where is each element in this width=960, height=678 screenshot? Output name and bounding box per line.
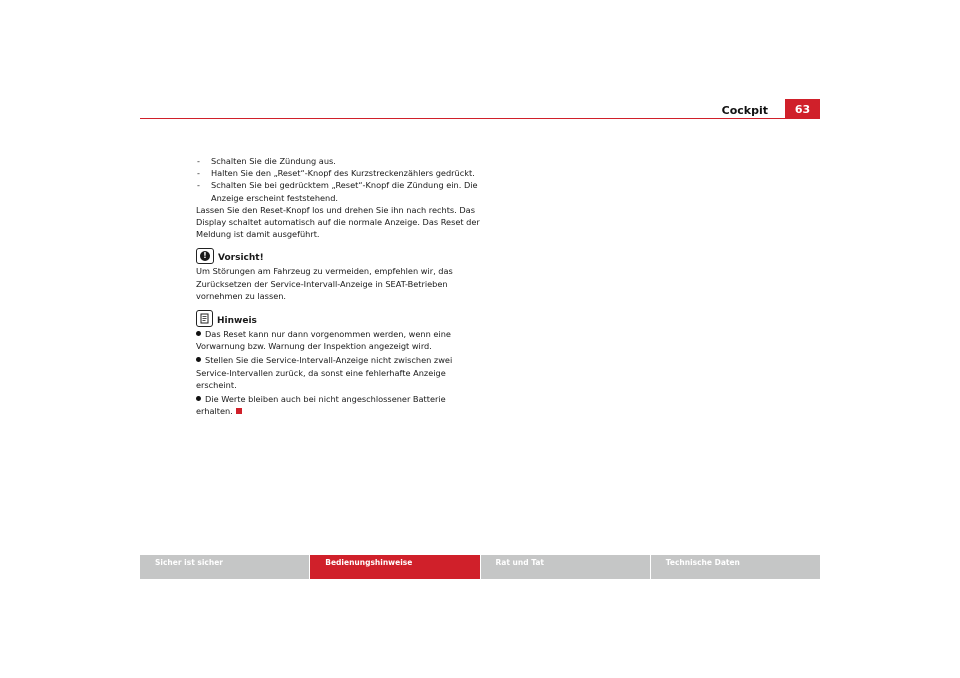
step-item: - Schalten Sie bei gedrücktem „Reset“-Knopf die Zündung ein. Die Anzeige erscheint feststehend.	[197, 180, 478, 203]
bullet-icon	[196, 357, 201, 362]
tab-bedienungshinweise[interactable]: Bedienungshinweise	[310, 555, 480, 579]
caution-title: Vorsicht!	[218, 253, 264, 264]
warning-icon: !	[196, 248, 214, 264]
note-box	[196, 310, 481, 417]
note-icon	[196, 310, 213, 327]
header-divider	[140, 118, 820, 119]
note-bullet: Stellen Sie die Service-Intervall-Anzeige nicht zwischen zwei Service-Intervallen zurück, da sonst eine fehlerhafte Anzeige erscheint.	[196, 355, 453, 390]
tab-rat-und-tat[interactable]: Rat und Tat	[481, 555, 651, 579]
note-header	[196, 310, 481, 327]
footer-navigation	[140, 555, 820, 579]
step-item: - Halten Sie den „Reset“-Knopf des Kurzstreckenzählers gedrückt.	[197, 168, 475, 179]
caution-text: Um Störungen am Fahrzeug zu vermeiden, empfehlen wir, das Zurücksetzen der Service-Intervall-Anzeige in SEAT-Betrieben vornehmen zu lassen.	[196, 266, 453, 301]
note-bullet: Das Reset kann nur dann vorgenommen werden, wenn eine Vorwarnung bzw. Warnung der Inspektion angezeigt wird.	[196, 329, 451, 352]
step-list	[196, 155, 481, 204]
step-item: - Schalten Sie die Zündung aus.	[197, 156, 336, 166]
bullet-icon	[196, 396, 201, 401]
step-followup: Lassen Sie den Reset-Knopf los und drehen Sie ihn nach rechts. Das Display schaltet automatisch auf die normale Anzeige. Das Reset der Meldung ist damit ausgeführt.	[196, 204, 480, 240]
tab-sicher-ist-sicher[interactable]: Sicher ist sicher	[140, 555, 310, 579]
caution-header	[196, 248, 481, 264]
note-bullet: Die Werte bleiben auch bei nicht angeschlossener Batterie erhalten.	[196, 394, 446, 417]
main-content	[196, 155, 481, 419]
bullet-icon	[196, 331, 201, 336]
page-number: 63	[785, 99, 820, 119]
caution-box	[196, 248, 481, 302]
tab-technische-daten[interactable]: Technische Daten	[651, 555, 820, 579]
section-title: Cockpit	[721, 104, 768, 117]
note-title: Hinweis	[217, 315, 257, 326]
note-bullets	[196, 328, 481, 417]
section-end-icon	[236, 408, 242, 414]
